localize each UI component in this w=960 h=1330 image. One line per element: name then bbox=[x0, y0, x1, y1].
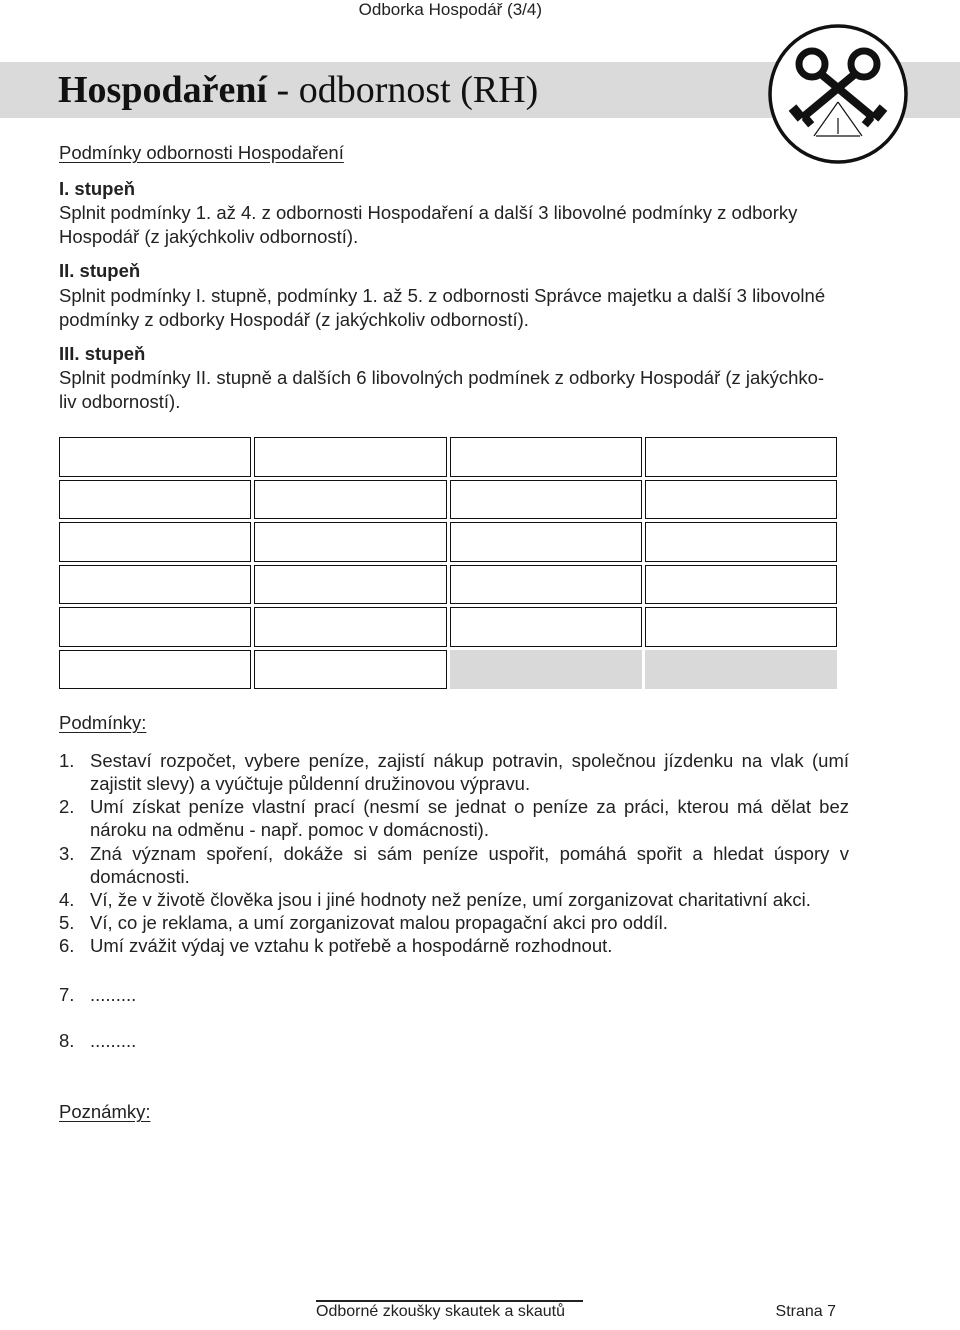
requirement-text: Ví, že v životě člověka jsou i jiné hodnoty než peníze, umí zorganizovat charitativní akci. bbox=[90, 889, 811, 910]
signature-grid-cell bbox=[59, 650, 251, 690]
signature-grid-cell bbox=[59, 565, 251, 605]
signature-grid-cell bbox=[254, 565, 446, 605]
requirement-item bbox=[59, 795, 849, 841]
signature-grid-cell bbox=[645, 480, 837, 520]
requirement-text: Ví, co je reklama, a umí zorganizovat malou propagační akci pro oddíl. bbox=[90, 912, 668, 933]
level-1-text: Splnit podmínky 1. až 4. z odbornosti Hospodaření a další 3 libovolné podmínky z odborky Hospodář (z jakýchkoliv odborností). bbox=[59, 202, 798, 247]
signature-grid-cell bbox=[254, 650, 446, 690]
signature-grid-cell bbox=[59, 437, 251, 477]
signature-grid-cell bbox=[254, 480, 446, 520]
requirement-text: Umí zvážit výdaj ve vztahu k potřebě a hospodárně rozhodnout. bbox=[90, 935, 613, 956]
header-series-label: Odborka Hospodář (3/4) bbox=[358, 0, 542, 19]
requirement-text: Sestaví rozpočet, vybere peníze, zajistí nákup potravin, společnou jízdenku na vlak (umí zajistit slevy) a vyúčtuje půldenní družinovou výpravu. bbox=[90, 750, 849, 794]
requirement-number: 6. bbox=[59, 935, 75, 956]
requirement-item bbox=[59, 911, 849, 934]
footer-page-number: Strana 7 bbox=[775, 1303, 836, 1320]
requirement-text: Zná význam spoření, dokáže si sám peníze uspořit, pomáhá spořit a hledat úspory v domácnosti. bbox=[90, 843, 849, 887]
signature-grid-cell bbox=[450, 650, 642, 690]
signature-grid-cell bbox=[254, 607, 446, 647]
signature-grid-cell bbox=[645, 522, 837, 562]
signature-grid-cell bbox=[645, 607, 837, 647]
requirement-item bbox=[59, 888, 849, 911]
signature-grid-cell bbox=[450, 480, 642, 520]
footer-publication-title: Odborné zkoušky skautek a skautů bbox=[316, 1303, 566, 1320]
requirement-item bbox=[59, 749, 849, 795]
level-1-label: I. stupeň bbox=[59, 178, 136, 199]
signature-grid-cell bbox=[59, 607, 251, 647]
requirement-number: 3. bbox=[59, 843, 75, 864]
requirement-item bbox=[59, 934, 849, 957]
requirement-item bbox=[59, 1029, 849, 1052]
signature-grid-cell bbox=[450, 437, 642, 477]
signature-grid-cell bbox=[645, 565, 837, 605]
notes-heading: Poznámky: bbox=[59, 1101, 151, 1122]
requirement-item bbox=[59, 983, 849, 1006]
level-2-text: Splnit podmínky I. stupně, podmínky 1. až 5. z odbornosti Správce majetku a další 3 libovolné podmínky z odborky Hospodář (z jakýchkoliv odborností). bbox=[59, 285, 826, 330]
signature-grid-cell bbox=[450, 565, 642, 605]
level-3-label: III. stupeň bbox=[59, 343, 146, 364]
signature-grid-cell bbox=[645, 437, 837, 477]
level-3-text: Splnit podmínky II. stupně a dalších 6 libovolných podmínek z odborky Hospodář (z jakýchko-liv odborností). bbox=[59, 367, 825, 412]
requirement-text: ......... bbox=[90, 1030, 137, 1051]
page-title bbox=[58, 66, 538, 114]
page-title-main: Hospodaření bbox=[58, 69, 268, 111]
signature-grid-cell bbox=[645, 650, 837, 690]
signature-grid-cell bbox=[59, 480, 251, 520]
signature-grid-cell bbox=[254, 437, 446, 477]
requirement-text: Umí získat peníze vlastní prací (nesmí se jednat o peníze za práci, kterou má dělat bez nároku na odměnu - např. pomoc v domácnosti). bbox=[90, 796, 849, 840]
signature-grid-cell bbox=[450, 607, 642, 647]
requirement-number: 4. bbox=[59, 889, 75, 910]
requirement-number: 1. bbox=[59, 750, 75, 771]
conditions-heading: Podmínky odbornosti Hospodaření bbox=[59, 142, 344, 163]
requirement-number: 8. bbox=[59, 1030, 75, 1051]
signature-grid bbox=[59, 437, 837, 689]
requirement-number: 5. bbox=[59, 912, 75, 933]
signature-grid-cell bbox=[59, 522, 251, 562]
requirement-item bbox=[59, 842, 849, 888]
level-2-label: II. stupeň bbox=[59, 260, 141, 281]
page-title-rest: - odbornost (RH) bbox=[267, 69, 539, 111]
requirement-number: 7. bbox=[59, 984, 75, 1005]
requirement-number: 2. bbox=[59, 796, 75, 817]
requirement-text: ......... bbox=[90, 984, 137, 1005]
signature-grid-cell bbox=[450, 522, 642, 562]
signature-grid-cell bbox=[254, 522, 446, 562]
requirements-heading: Podmínky: bbox=[59, 712, 147, 733]
